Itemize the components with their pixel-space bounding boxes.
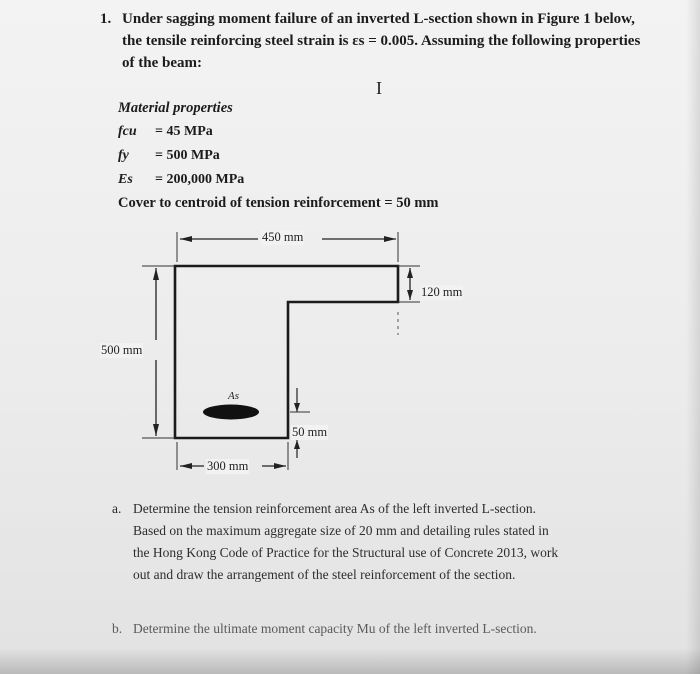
part-a-line-2: Based on the maximum aggregate size of 20 mm and detailing rules stated in	[133, 523, 549, 538]
web-dim-arrow-left	[180, 463, 192, 469]
part-a-line-1: Determine the tension reinforcement area As of the left inverted L-section.	[133, 501, 536, 516]
question-line-2: the tensile reinforcing steel strain is εs = 0.005. Assuming the following properties	[122, 33, 641, 49]
steel-area-label: As	[228, 390, 239, 402]
flange-dim-arrow-top	[407, 268, 413, 278]
cover-label: 50 mm	[292, 425, 328, 439]
height-dim-arrow-bottom	[153, 424, 159, 436]
width-dim-arrow-right	[384, 236, 396, 242]
tension-reinforcement	[203, 405, 259, 420]
height-label: 500 mm	[101, 343, 143, 357]
web-width-label: 300 mm	[207, 459, 249, 473]
part-a-line-3: the Hong Kong Code of Practice for the Structural use of Concrete 2013, work	[133, 545, 559, 560]
property-symbol-es: Es	[118, 172, 133, 187]
question-number: 1.	[100, 11, 112, 27]
property-symbol-fcu: fcu	[118, 124, 137, 139]
property-value-fcu: = 45 MPa	[155, 124, 213, 139]
question-line-3: of the beam:	[122, 55, 202, 71]
page-shadow-right	[686, 0, 700, 674]
property-value-fy: = 500 MPa	[155, 148, 220, 163]
cover-dim-arrow-top	[294, 403, 300, 412]
cover-dim-arrow-bottom	[294, 440, 300, 449]
property-value-es: = 200,000 MPa	[155, 172, 245, 187]
text-cursor-icon: I	[376, 78, 382, 98]
flange-depth-label: 120 mm	[421, 285, 463, 299]
width-label: 450 mm	[262, 230, 304, 244]
web-dim-arrow-right	[274, 463, 286, 469]
page-shadow-bottom	[0, 648, 700, 674]
material-heading: Material properties	[118, 100, 233, 116]
part-a-label: a.	[112, 501, 122, 516]
question-line-1: Under sagging moment failure of an inverted L-section shown in Figure 1 below,	[122, 11, 635, 27]
cover-statement: Cover to centroid of tension reinforcement = 50 mm	[118, 195, 439, 211]
part-a-line-4: out and draw the arrangement of the steel reinforcement of the section.	[133, 567, 516, 582]
height-dim-arrow-top	[153, 268, 159, 280]
property-symbol-fy: fy	[118, 148, 129, 163]
part-b-label: b.	[112, 621, 123, 636]
part-b-line-1: Determine the ultimate moment capacity Mu of the left inverted L-section.	[133, 621, 537, 636]
flange-dim-arrow-bottom	[407, 290, 413, 300]
width-dim-arrow-left	[180, 236, 192, 242]
